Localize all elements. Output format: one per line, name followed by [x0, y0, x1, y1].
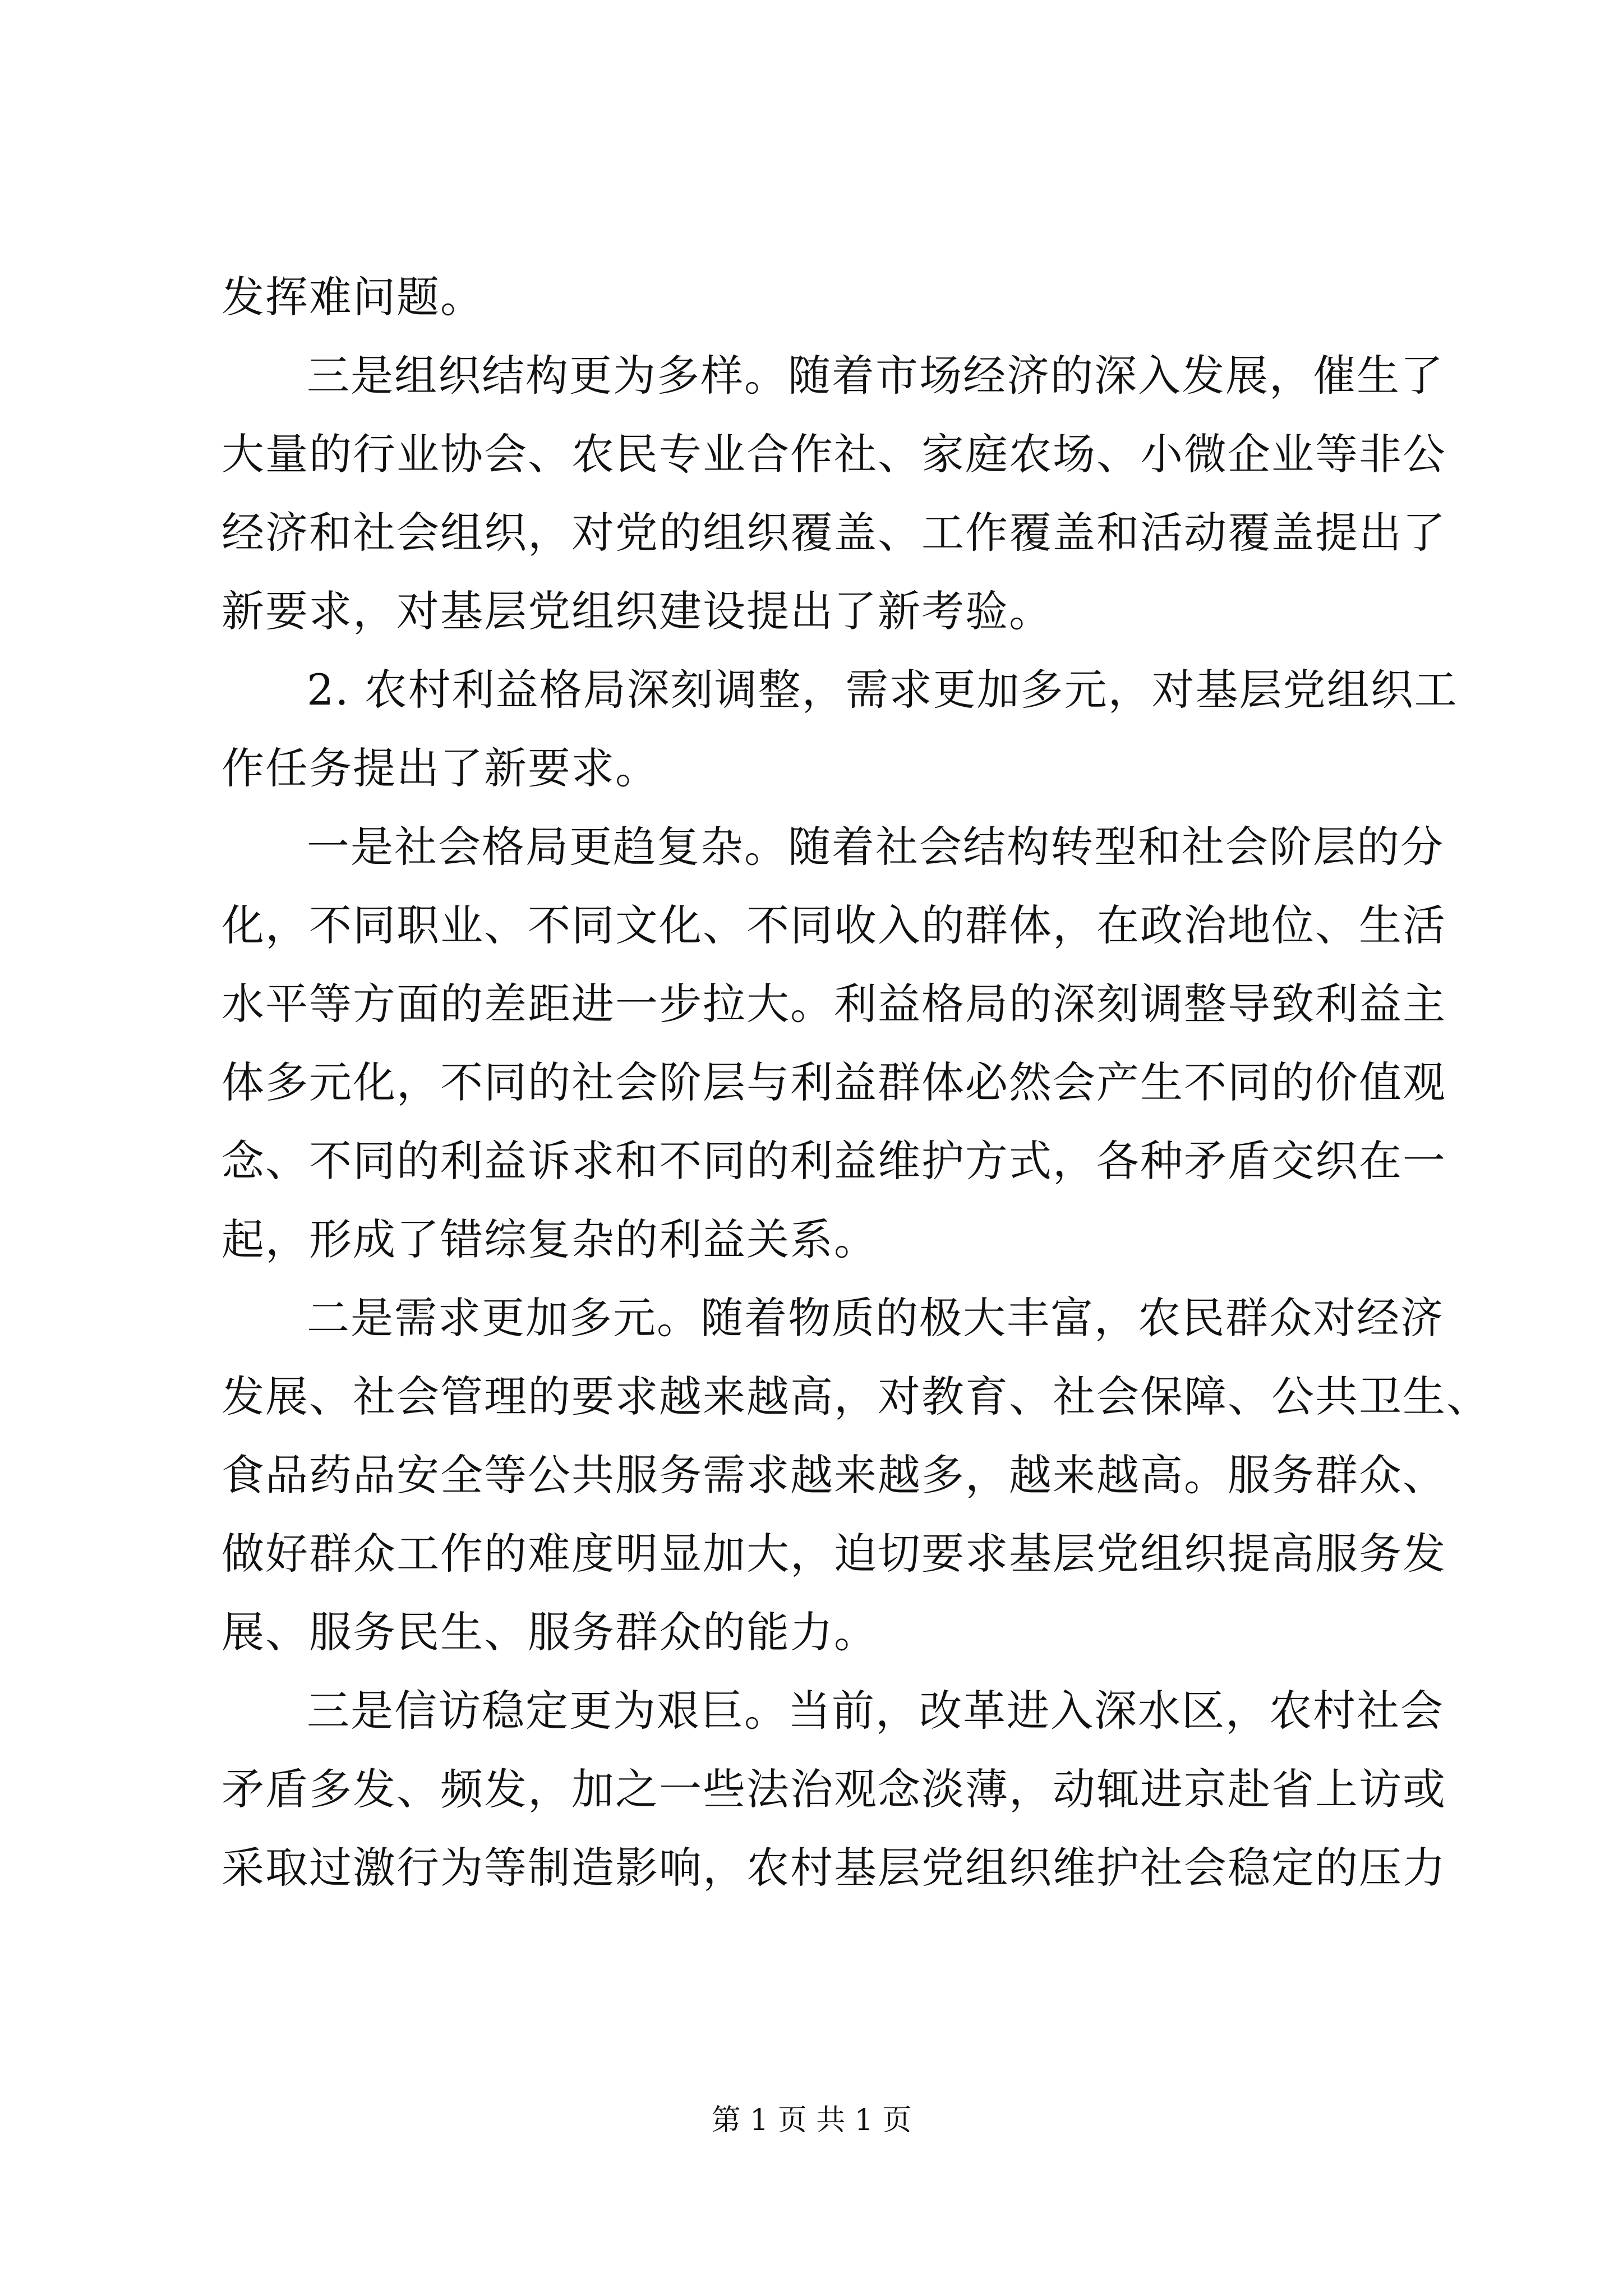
text-line: 起，形成了错综复杂的利益关系。 [222, 1214, 878, 1264]
text-line: 食品药品安全等公共服务需求越来越多，越来越高。服务群众、 [222, 1450, 1446, 1500]
text-line: 发展、社会管理的要求越来越高，对教育、社会保障、公共卫生、 [222, 1372, 1490, 1421]
page-footer [0, 2098, 1623, 2143]
text-line: 采取过激行为等制造影响，农村基层党组织维护社会稳定的压力 [222, 1843, 1446, 1893]
text-line: 作任务提出了新要求。 [222, 743, 659, 793]
text-line: 展、服务民生、服务群众的能力。 [222, 1607, 878, 1657]
text-line: 矛盾多发、频发，加之一些法治观念淡薄，动辄进京赴省上访或 [222, 1764, 1446, 1814]
paragraph-first-line: 一是社会格局更趋复杂。随着社会结构转型和社会阶层的分 [307, 822, 1444, 872]
text-line: 新要求，对基层党组织建设提出了新考验。 [222, 586, 1053, 636]
paragraph-first-line: 二是需求更加多元。随着物质的极大丰富，农民群众对经济 [307, 1293, 1444, 1343]
text-line: 念、不同的利益诉求和不同的利益维护方式，各种矛盾交织在一 [222, 1136, 1446, 1186]
page-number-label: 第 1 页 共 1 页 [711, 2104, 912, 2137]
paragraph-first-line: 三是信访稳定更为艰巨。当前，改革进入深水区，农村社会 [307, 1686, 1444, 1736]
text-line: 大量的行业协会、农民专业合作社、家庭农场、小微企业等非公 [222, 429, 1446, 479]
text-line: 发挥难问题。 [222, 272, 484, 322]
section-heading-line: 2. 农村利益格局深刻调整，需求更加多元，对基层党组织工 [307, 665, 1458, 715]
text-line: 水平等方面的差距进一步拉大。利益格局的深刻调整导致利益主 [222, 979, 1446, 1029]
text-line: 化，不同职业、不同文化、不同收入的群体，在政治地位、生活 [222, 900, 1446, 950]
paragraph-first-line: 三是组织结构更为多样。随着市场经济的深入发展，催生了 [307, 351, 1444, 401]
text-line: 经济和社会组织，对党的组织覆盖、工作覆盖和活动覆盖提出了 [222, 508, 1446, 558]
text-line: 做好群众工作的难度明显加大，迫切要求基层党组织提高服务发 [222, 1529, 1446, 1579]
text-line: 体多元化，不同的社会阶层与利益群体必然会产生不同的价值观 [222, 1057, 1446, 1107]
document-body [222, 258, 1490, 1907]
